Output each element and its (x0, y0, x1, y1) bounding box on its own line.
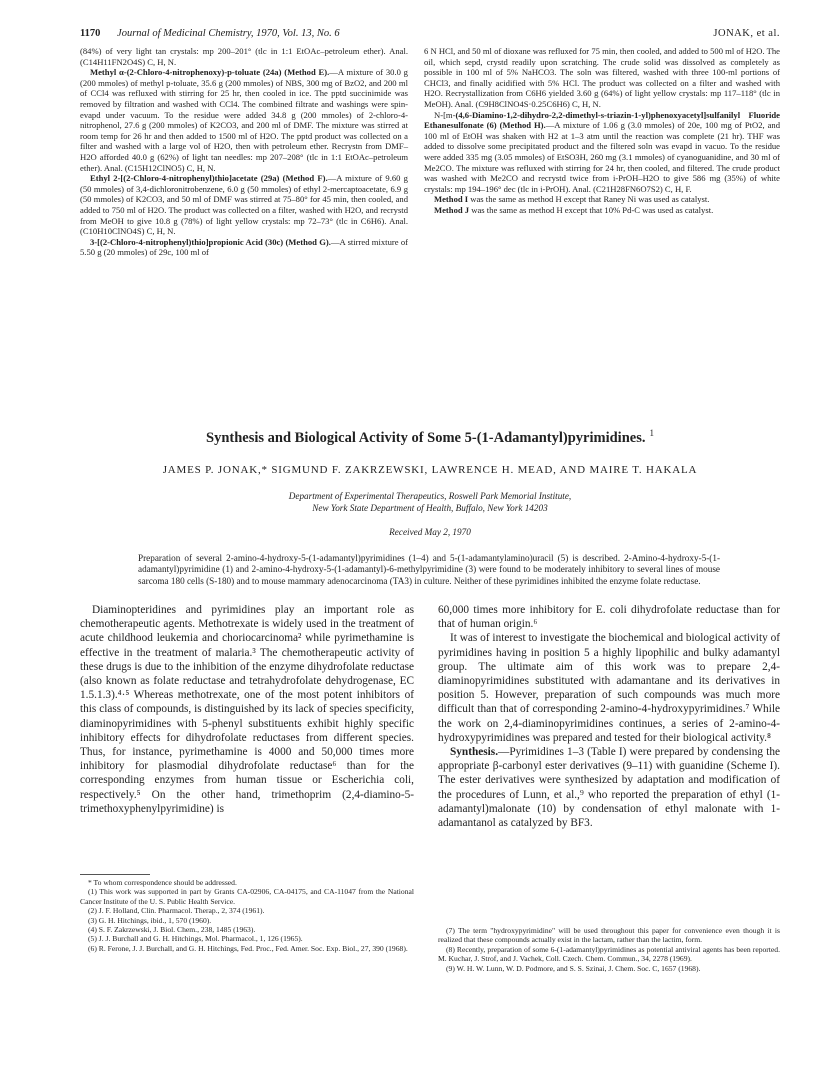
footnotes-right (438, 926, 780, 973)
footnote: (3) G. H. Hitchings, ibid., 1, 570 (1960). (88, 915, 212, 925)
experimental-paragraph: N-[m-(4,6-Diamino-1,2-dihydro-2,2-dimethyl-s-triazin-1-yl)phenoxyacetyl]sulfanilyl Fluoride Ethanesulfonate (6) (Method H).—A mixture of 1.06 g (3.0 mmoles) of 20e, 100 mg of PtO2, and 100 ml of EtOH was shaken with H2 at 1–3 atm until the reaction was complete (21 hr). THF was added to dissolve some precipitated product and the filtered soln was evapd in vacuo. To the residue were added 335 mg (3.05 mmoles) of EtSO3H, 260 mg (3.1 mmoles) of cyanoguanidine, and 30 ml of Me2CO. The mixture was refluxed with stirring for 24 hr, then cooled, and filtered. The crude product was washed with Me2CO and recrystd twice from i-PrOH–H2O to give 586 mg (35%) of white crystals: mp 194–196° dec (tlc in i-PrOH). Anal. (C21H28FN6O7S2) C, H, F. (424, 109, 780, 194)
affiliation-line: New York State Department of Health, Buffalo, New York 14203 (312, 503, 548, 513)
abstract: Preparation of several 2-amino-4-hydroxy-5-(1-adamantyl)pyrimidines (1–4) and 5-(1-adamantylamino)uracil (5) is described. 2-Amino-4-hydroxy-5-(1-adamantyl)pyrimidine (1) and 2-amino-4-hydroxy-5-(1-adamantyl)-6-methylpyrimidine (3) were found to be moderately inhibitory to several lines of mouse sarcoma 180 cells (S-180) and to mouse mammary adenocarcinoma (TA3) in culture. Neither of these pyrimidines inhibited the enzyme folate reductase. (138, 553, 720, 586)
footnote: (6) R. Ferone, J. J. Burchall, and G. H. Hitchings, Fed. Proc., Fed. Amer. Soc. Exp. Biol., 27, 390 (1968). (88, 943, 408, 953)
received-date: Received May 2, 1970 (389, 527, 471, 537)
body-paragraph: Synthesis.—Pyrimidines 1–3 (Table I) were prepared by condensing the appropriate β-carbonyl ester derivatives (9–11) with guanidine (Scheme I). The ester derivatives were synthesized by adaptation and modification of the procedures of Lunn, et al.,⁹ who reported the preparation of ethyl (1-adamantyl)malonate (10) by condensation of ethyl malonate with 1-adamantanol as catalyzed by BF3. (438, 746, 780, 830)
footnote: (2) J. F. Holland, Clin. Pharmacol. Therap., 2, 374 (1961). (88, 906, 265, 916)
footnote-divider (80, 874, 150, 875)
footnote: (4) S. F. Zakrzewski, J. Biol. Chem., 238, 1485 (1963). (88, 925, 256, 935)
running-header (80, 28, 780, 44)
title-footnote-marker: 1 (649, 428, 654, 438)
experimental-paragraph: (84%) of very light tan crystals: mp 200–201° (tlc in 1:1 EtOAc–petroleum ether). Anal. (C14H11FN2O4S) C, H, N. (80, 46, 408, 67)
journal-citation: Journal of Medicinal Chemistry, 1970, Vol. 13, No. 6 (117, 28, 340, 39)
body-left-column (80, 603, 414, 816)
experimental-right-column (424, 46, 780, 216)
experimental-paragraph: 6 N HCl, and 50 ml of dioxane was refluxed for 75 min, then cooled, and added to 500 ml of H2O. The oil, which sepd, crystd readily upon scratching. The crude solid was dissolved as completely as possible in 100 ml of 5% NaHCO3. The soln was filtered, washed with three 100-ml portions of CHCl3, and finally acidified with 5% HCl. The product was collected on a filter and washed with H2O. Recrystallization from C6H6 yielded 3.60 g (64%) of light yellow crystals: mp 117–118° (tlc in MeOH). Anal. (C9H8ClNO4S·0.25C6H6) C, H, N. (424, 46, 780, 109)
running-head-authors: JONAK, et al. (713, 28, 780, 39)
experimental-left-column (80, 46, 408, 258)
body-right-column (438, 603, 780, 830)
body-paragraph: 60,000 times more inhibitory for E. coli dihydrofolate reductase than for that of human origin.⁶ (438, 604, 780, 631)
footnotes-left (80, 878, 414, 953)
affiliation (80, 490, 780, 514)
footnote: (8) Recently, preparation of some 6-(1-adamantyl)pyrimidines as potential antiviral agents has been reported. M. Kuchar, J. Strof, and J. Vachek, Coll. Czech. Chem. Commun., 34, 2278 (1969). (438, 944, 780, 964)
section-heading: Synthesis. (450, 746, 499, 759)
experimental-paragraph: Method I was the same as method H except that Raney Ni was used as catalyst. (434, 194, 710, 205)
author-list: JAMES P. JONAK,* SIGMUND F. ZAKRZEWSKI, LAWRENCE H. MEAD, AND MAIRE T. HAKALA (162, 464, 698, 476)
body-paragraph: Diaminopteridines and pyrimidines play an important role as chemotherapeutic agents. Methotrexate is widely used in the treatment of acute childhood leukemia and choriocarcinoma² while pyrimethamine is effective in the treatment of malaria.³ The chemotherapeutic activity of these drugs is due to the inhibition of the enzyme dihydrofolate reductase (also known as folate reductase and tetrahydrofolate dehydrogenase, EC 1.5.1.3).⁴·⁵ Whereas methotrexate, one of the most potent inhibitors of this class of compounds, is distinguished by its lack of species specificity, diaminopyrimidines with 5-phenyl substituents exhibit highly specific inhibitory effects for dihydrofolate reductases from different species. Thus, for instance, pyrimethamine is 4000 and 50,000 times more inhibitory for plasmodial dihydrofolate reductase⁶ than for the corresponding enzymes from human tissue or Escherichia coli, respectively.⁵ On the other hand, trimethoprim (2,4-diamino-5-trimethoxyphenylpyrimidine) is (80, 604, 414, 815)
experimental-paragraph: Method J was the same as method H except that 10% Pd-C was used as catalyst. (434, 204, 714, 215)
experimental-paragraph: Ethyl 2-[(2-Chloro-4-nitrophenyl)thio]acetate (29a) (Method F).—A mixture of 9.60 g (50 mmoles) of 3,4-dichloronitrobenzene, 6.0 g (50 mmoles) of ethyl 2-mercaptoacetate, 6.9 g (50 mmoles) of K2CO3, and 50 ml of DMF was stirred at 75–80° for 45 min, then cooled, and added to 750 ml of H2O. The product was collected on a filter, washed with H2O, and recrystd from MeOH to give 10.8 g (78%) of light yellow crystals: mp 72–73° (tlc in C6H6). Anal. (C10H10ClNO4S) C, H, N. (80, 173, 408, 237)
footnote: (7) The term "hydroxypyrimidine" will be used throughout this paper for convenience even though it is realized that these compounds actually exist in the lactam, rather than the lactim, form. (438, 926, 780, 945)
footnote: (5) J. J. Burchall and G. H. Hitchings, Mol. Pharmacol., 1, 126 (1965). (88, 934, 303, 944)
affiliation-line: Department of Experimental Therapeutics, Roswell Park Memorial Institute, (288, 491, 572, 501)
article-title: Synthesis and Biological Activity of Some 5-(1-Adamantyl)pyrimidines. $^1$ (206, 428, 654, 446)
body-paragraph: It was of interest to investigate the biochemical and biological activity of pyrimidines having in position 5 a highly lipophilic and bulky adamantyl group. The ultimate aim of this work was to prepare 2,4-diaminopyrimidines substituted with adamantane and its derivatives in position 5. However, preparation of such compounds was much more difficult than that of corresponding 2-amino-4-hydroxypyrimidines.⁷ While the work on 2,4-diaminopyrimidines continues, a series of 2-amino-4-hydroxypyrimidines was prepared and tested for their biological activity.⁸ (438, 632, 780, 744)
page-number: 1170 (80, 28, 101, 39)
experimental-paragraph: Methyl α-(2-Chloro-4-nitrophenoxy)-p-toluate (24a) (Method E).—A mixture of 30.0 g (200 mmoles) of methyl p-toluate, 35.6 g (200 mmoles) of NBS, 300 mg of BzO2, and 200 ml of CCl4 was refluxed with stirring for 25 hr, then cooled in ice. The pptd succinimide was removed by filtration and washed with CCl4. The combined filtrate and washings were spin-evapd under vacuum. To the residue were added 34.8 g (200 mmoles) of 2-chloro-4-nitrophenol, 27.6 g (200 mmoles) of K2CO3, and 200 ml of DMF. The mixture was stirred at room temp for 26 hr and then added to 1500 ml of H2O. The pptd product was collected on a filter and washed with a large vol of H2O, then with petroleum ether. Recrystn from DMF–H2O afforded 40.0 g (62%) of light tan needles: mp 207–208° (tlc in 1:1 EtOAc–petroleum ether). Anal. (C15H12ClNO5) C, H, N. (80, 67, 408, 173)
footnote: (1) This work was supported in part by Grants CA-02906, CA-04175, and CA-11047 from the National Cancer Institute of the U. S. Public Health Service. (80, 887, 414, 906)
footnote: (9) W. H. W. Lunn, W. D. Podmore, and S. S. Szinai, J. Chem. Soc. C, 1657 (1968). (446, 963, 701, 973)
experimental-paragraph: 3-[(2-Chloro-4-nitrophenyl)thio]propionic Acid (30c) (Method G).—A stirred mixture of 5.50 g (20 mmoles) of 29c, 100 ml of (80, 236, 408, 258)
footnote: * To whom correspondence should be addressed. (88, 878, 237, 887)
